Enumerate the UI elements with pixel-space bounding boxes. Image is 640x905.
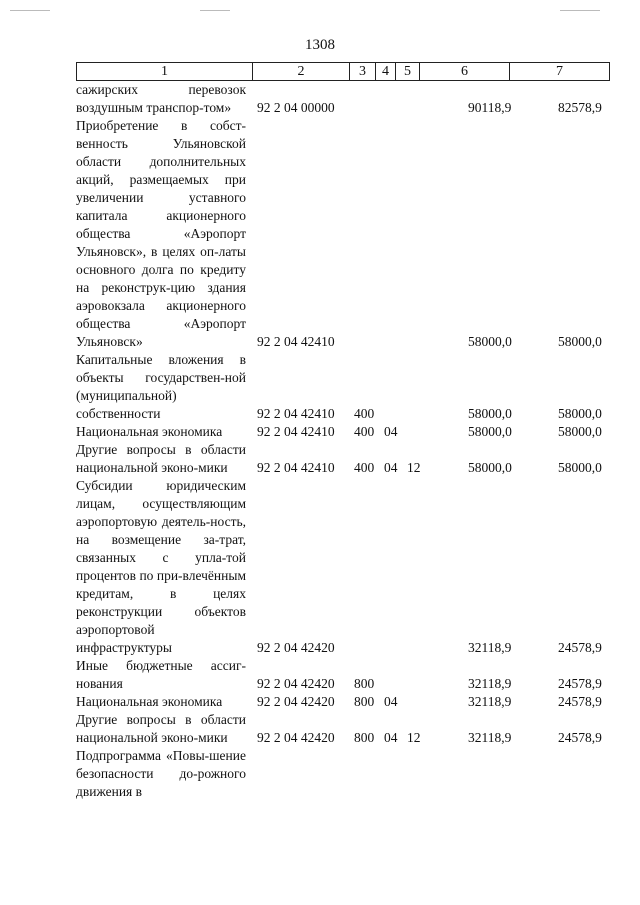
row-subsection: 12 (407, 730, 421, 745)
table-row (76, 747, 609, 801)
table-row (76, 477, 609, 657)
table-row (76, 351, 609, 423)
header-col-3: 3 (350, 63, 376, 81)
row-amount-col7: 58000,0 (558, 334, 602, 349)
header-col-6: 6 (420, 63, 510, 81)
row-amount-col6: 58000,0 (468, 334, 512, 349)
row-amount-col7: 58000,0 (558, 406, 602, 421)
row-amount-col7: 24578,9 (558, 694, 602, 709)
row-name: Капитальные вложения в объекты государствен-ной (муниципальной) собственности (76, 352, 246, 421)
header-col-4: 4 (376, 63, 396, 81)
table-row (76, 657, 609, 693)
header-col-2: 2 (253, 63, 350, 81)
header-row (77, 63, 610, 81)
table-row (76, 423, 609, 441)
row-amount-col7: 24578,9 (558, 730, 602, 745)
page-number: 1308 (305, 37, 335, 53)
row-expense-type: 800 (354, 730, 375, 745)
row-amount-col7: 24578,9 (558, 640, 602, 655)
row-name: Приобретение в собст-венность Ульяновской области дополнительных акций, размещаемых при увеличении уставного капитала акционерного общества «Аэропорт Ульяновск», в целях оп-латы основного долга по кредиту на реконструк-цию здания аэровокзала акционерного общества «Аэропорт Ульяновск» (76, 118, 246, 349)
table-row (76, 711, 609, 747)
row-amount-col6: 58000,0 (468, 406, 512, 421)
row-name: Субсидии юридическим лицам, осуществляющим аэропортовую деятель-ность, на возмещение за-трат, связанных с упла-той процентов по при-влечённым кредитам, в целях реконструкции объектов аэропортовой инфраструктуры (76, 478, 246, 655)
row-amount-col6: 32118,9 (468, 694, 512, 709)
row-amount-col7: 58000,0 (558, 460, 602, 475)
row-amount-col6: 32118,9 (468, 676, 512, 691)
row-code: 92 2 04 42420 (257, 730, 335, 745)
row-code: 92 2 04 42420 (257, 640, 335, 655)
row-code: 92 2 04 42410 (257, 406, 335, 421)
row-name: Национальная экономика (76, 424, 223, 439)
row-section: 04 (384, 460, 398, 475)
row-expense-type: 800 (354, 694, 375, 709)
row-code: 92 2 04 42410 (257, 460, 335, 475)
row-code: 92 2 04 42410 (257, 334, 335, 349)
row-name: сажирских перевозок воздушным транспор-том» (76, 82, 246, 115)
row-code: 92 2 04 42420 (257, 676, 335, 691)
row-name: Другие вопросы в области национальной эконо-мики (76, 712, 246, 745)
row-amount-col6: 90118,9 (468, 100, 512, 115)
table-row (76, 117, 609, 351)
row-name: Другие вопросы в области национальной эконо-мики (76, 442, 246, 475)
row-expense-type: 400 (354, 424, 375, 439)
row-amount-col6: 32118,9 (468, 640, 512, 655)
row-section: 04 (384, 730, 398, 745)
row-name: Иные бюджетные ассиг-нования (76, 658, 246, 691)
table-row (76, 81, 609, 117)
table-row (76, 441, 609, 477)
row-expense-type: 400 (354, 460, 375, 475)
row-name: Национальная экономика (76, 694, 223, 709)
row-amount-col7: 58000,0 (558, 424, 602, 439)
row-expense-type: 400 (354, 406, 375, 421)
row-amount-col7: 82578,9 (558, 100, 602, 115)
scan-mark (10, 10, 50, 11)
row-name: Подпрограмма «Повы-шение безопасности до-рожного движения в (76, 748, 246, 799)
row-subsection: 12 (407, 460, 421, 475)
row-section: 04 (384, 694, 398, 709)
header-col-5: 5 (396, 63, 420, 81)
row-code: 92 2 04 42410 (257, 424, 335, 439)
table-row (76, 693, 609, 711)
budget-table-body (76, 81, 609, 801)
row-section: 04 (384, 424, 398, 439)
row-amount-col7: 24578,9 (558, 676, 602, 691)
row-expense-type: 800 (354, 676, 375, 691)
row-code: 92 2 04 00000 (257, 100, 335, 115)
header-col-1: 1 (77, 63, 253, 81)
row-code: 92 2 04 42420 (257, 694, 335, 709)
row-amount-col6: 58000,0 (468, 460, 512, 475)
scan-mark (560, 10, 600, 11)
row-amount-col6: 32118,9 (468, 730, 512, 745)
header-col-7: 7 (510, 63, 610, 81)
row-amount-col6: 58000,0 (468, 424, 512, 439)
column-header-table (76, 62, 610, 81)
scan-mark (200, 10, 230, 11)
